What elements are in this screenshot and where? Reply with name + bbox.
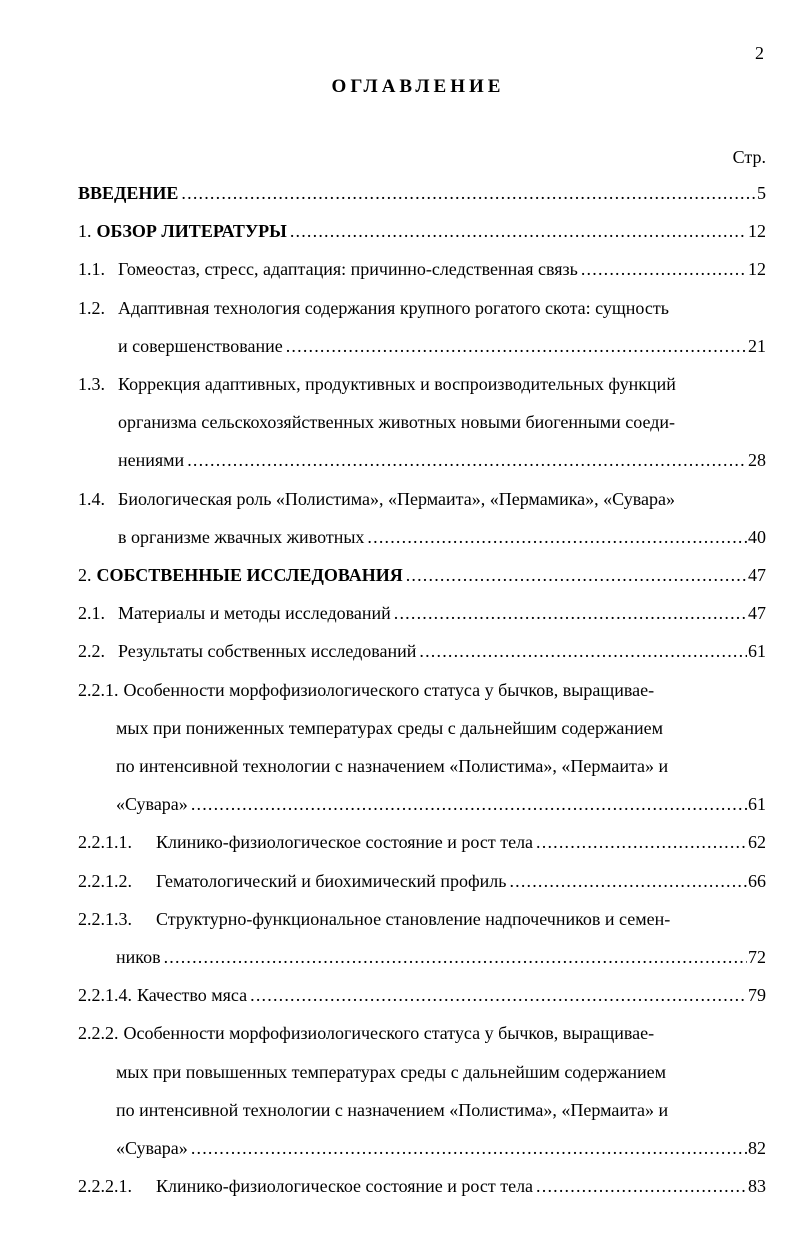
- toc-entry-page: 5: [757, 183, 766, 203]
- toc-entry-text: и совершенствование: [118, 335, 283, 356]
- toc-entry-1-1[interactable]: [78, 250, 766, 288]
- toc-entry-number: 1.4.: [78, 488, 105, 509]
- toc-entry-number: 1.2.: [78, 297, 105, 318]
- toc-entry-page: 12: [748, 221, 766, 242]
- toc-entry-2-2-1-2[interactable]: [78, 862, 766, 900]
- toc-entry-page: 66: [748, 870, 766, 891]
- toc-leader-dots: [286, 327, 747, 365]
- toc-leader-dots: [181, 174, 756, 212]
- toc-entry-text: СОБСТВЕННЫЕ ИССЛЕДОВАНИЯ: [96, 565, 403, 586]
- toc-leader-dots: [419, 632, 747, 670]
- toc-entry-page: 79: [748, 985, 766, 1006]
- toc-entry-page: 61: [748, 641, 766, 662]
- toc-entry-2-2-1[interactable]: [78, 671, 766, 824]
- toc-entry-text: Структурно-функциональное становление надпочечников и семен-: [156, 908, 671, 929]
- toc-entry-number: 2.2.1.2.: [78, 870, 132, 891]
- toc-leader-dots: [191, 785, 747, 823]
- toc-entry-2-1[interactable]: [78, 594, 766, 632]
- toc-entry-text: Качество мяса: [137, 985, 248, 1006]
- toc-entry-text: Результаты собственных исследований: [118, 641, 417, 662]
- toc-entry-number: 2.2.2.: [78, 1023, 119, 1044]
- toc-entry-text: ВВЕДЕНИЕ: [78, 183, 179, 203]
- toc-entry-1[interactable]: [78, 212, 766, 250]
- toc-entry-page: 47: [748, 603, 766, 624]
- toc-entry-number: 2.2.1.3.: [78, 908, 132, 929]
- toc-leader-dots: [394, 594, 747, 632]
- toc-entry-page: 62: [748, 832, 766, 853]
- toc-entry-page: 61: [748, 794, 766, 815]
- toc-entry-number: 2.1.: [78, 603, 105, 624]
- toc-entry-page: 21: [748, 335, 766, 356]
- toc-entry-number: 1.1.: [78, 259, 105, 280]
- toc-entry-number: 2.2.1.: [78, 679, 119, 700]
- toc-entry-text: Особенности морфофизиологического статуса у бычков, выращивае-: [123, 679, 655, 700]
- toc-entry-number: 1.: [78, 221, 92, 242]
- toc-entry-text: «Сувара»: [116, 1138, 188, 1159]
- toc-leader-dots: [581, 250, 747, 288]
- toc-entry-page: 83: [748, 1176, 766, 1197]
- toc-entry-text: «Сувара»: [116, 794, 188, 815]
- toc-entry-text: ников: [116, 947, 161, 968]
- page-title: ОГЛАВЛЕНИЕ: [331, 76, 505, 97]
- toc-entry-text: мых при пониженных температурах среды с дальнейшим содержанием: [116, 717, 664, 738]
- toc-entry-text: Клинико-физиологическое состояние и рост тела: [156, 1176, 534, 1197]
- toc-entry-text: Материалы и методы исследований: [118, 603, 391, 624]
- toc-entry-2-2-1-3[interactable]: [78, 900, 766, 976]
- toc-entry-text: мых при повышенных температурах среды с дальнейшим содержанием: [116, 1061, 667, 1082]
- toc-leader-dots: [367, 518, 747, 556]
- toc-entry-number: 1.3.: [78, 374, 105, 395]
- toc-entry-text: по интенсивной технологии с назначением «Полистима», «Пермаита» и: [116, 1099, 669, 1120]
- toc-entry-text: Клинико-физиологическое состояние и рост тела: [156, 832, 534, 853]
- toc-entry-1-4[interactable]: [78, 480, 766, 556]
- toc-entry-text: Гематологический и биохимический профиль: [156, 870, 507, 891]
- toc-entry-page: 47: [748, 565, 766, 586]
- toc-entry-2-2-2-1[interactable]: [78, 1167, 766, 1205]
- toc-entry-2-2[interactable]: [78, 632, 766, 670]
- toc-leader-dots: [536, 823, 747, 861]
- toc-leader-dots: [536, 1167, 747, 1205]
- toc-entry-text: организма сельскохозяйственных животных новыми биогенными соеди-: [118, 412, 676, 433]
- toc-leader-dots: [191, 1129, 747, 1167]
- toc-entry-1-2[interactable]: [78, 289, 766, 365]
- toc-entry-2-2-1-1[interactable]: [78, 823, 766, 861]
- toc-entry-2-2-1-4[interactable]: [78, 976, 766, 1014]
- toc-entry-page: 28: [748, 450, 766, 471]
- toc-entry-1-3[interactable]: [78, 365, 766, 480]
- toc-entry-text: по интенсивной технологии с назначением «Полистима», «Пермаита» и: [116, 756, 669, 777]
- toc-entry-number: 2.: [78, 565, 92, 586]
- toc-leader-dots: [250, 976, 747, 1014]
- toc-entry-2-2-2[interactable]: [78, 1014, 766, 1167]
- toc-entry-2[interactable]: [78, 556, 766, 594]
- toc-leader-dots: [290, 212, 747, 250]
- page-number: 2: [755, 43, 764, 63]
- toc-entry-page: 72: [748, 947, 766, 968]
- toc-entry-number: 2.2.2.1.: [78, 1176, 132, 1197]
- toc-entry-text: Биологическая роль «Полистима», «Пермаита», «Пермамика», «Сувара»: [118, 488, 675, 509]
- toc-leader-dots: [406, 556, 747, 594]
- toc-entry-text: Особенности морфофизиологического статуса у бычков, выращивае-: [123, 1023, 655, 1044]
- toc-entry-page: 40: [748, 526, 766, 547]
- toc-leader-dots: [187, 441, 747, 479]
- toc-entry-number: 2.2.1.1.: [78, 832, 132, 853]
- toc-entry-page: 12: [748, 259, 766, 280]
- toc-entry-text: в организме жвачных животных: [118, 526, 365, 547]
- page-column-label: Стр.: [732, 147, 766, 167]
- toc-entry-text: ОБЗОР ЛИТЕРАТУРЫ: [96, 221, 287, 242]
- toc-entry-text: Гомеостаз, стресс, адаптация: причинно-следственная связь: [118, 259, 578, 280]
- toc-entry-text: Адаптивная технология содержания крупного рогатого скота: сущность: [118, 297, 669, 318]
- toc-leader-dots: [509, 862, 747, 900]
- toc-leader-dots: [164, 938, 747, 976]
- toc-entry-page: 82: [748, 1138, 766, 1159]
- toc-entry-text: Коррекция адаптивных, продуктивных и воспроизводительных функций: [118, 374, 676, 395]
- toc-entry-text: нениями: [118, 450, 185, 471]
- toc-entry-introduction[interactable]: [78, 174, 766, 212]
- toc-entry-number: 2.2.: [78, 641, 105, 662]
- table-of-contents: [78, 174, 766, 1205]
- toc-entry-number: 2.2.1.4.: [78, 985, 132, 1006]
